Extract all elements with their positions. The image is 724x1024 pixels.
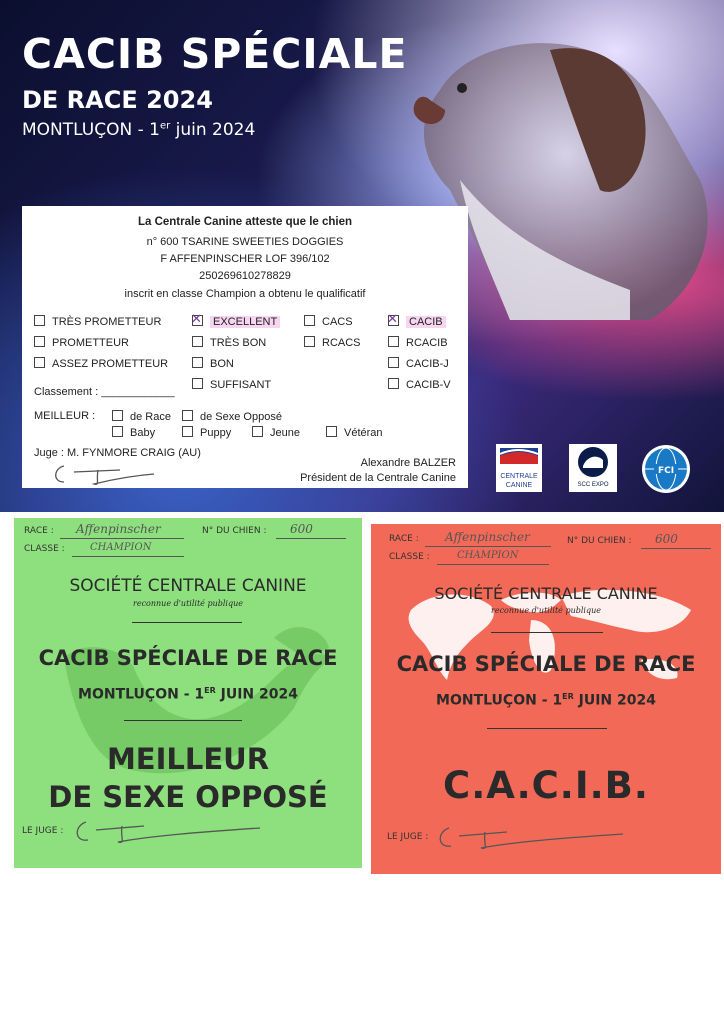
divider — [487, 728, 607, 729]
president-name: Alexandre BALZER — [360, 457, 456, 469]
svg-text:FCI: FCI — [657, 466, 675, 476]
certificate-header: La Centrale Canine atteste que le chien — [137, 216, 353, 228]
classe-underline — [72, 556, 184, 557]
award-line2: DE SEXE OPPOSÉ — [48, 780, 328, 814]
chip-number: 250269610278829 — [199, 270, 291, 282]
judge-label: LE JUGE : — [387, 832, 429, 842]
checkbox-de-sexe-oppose[interactable]: de Sexe Opposé — [182, 410, 282, 423]
checkbox[interactable] — [34, 315, 45, 326]
checkbox[interactable] — [304, 336, 315, 347]
fci-globe-icon — [641, 444, 691, 494]
judge-label: LE JUGE : — [22, 826, 64, 836]
checkbox-tres-prometteur[interactable]: TRÈS PROMETTEUR — [34, 315, 161, 328]
qualification-intro: inscrit en classe Champion a obtenu le qualificatif — [124, 288, 366, 300]
checkbox[interactable] — [192, 378, 203, 389]
best-opposite-sex-ticket — [14, 518, 362, 868]
qualification-certificate — [22, 206, 468, 488]
checkbox[interactable] — [304, 315, 315, 326]
race-label: RACE : — [24, 526, 54, 536]
society-subtitle: reconnue d'utilité publique — [491, 606, 601, 615]
checkbox-assez-prometteur[interactable]: ASSEZ PROMETTEUR — [34, 357, 168, 370]
checkbox-rcacs[interactable]: RCACS — [304, 336, 361, 349]
checkbox[interactable] — [192, 357, 203, 368]
checkbox-puppy[interactable]: Puppy — [182, 426, 231, 439]
race-label: RACE : — [389, 534, 419, 544]
checkbox-veteran[interactable]: Vétéran — [326, 426, 383, 439]
award-cacib: C.A.C.I.B. — [443, 764, 649, 807]
checkbox[interactable] — [112, 410, 123, 421]
classe-label: CLASSE : — [24, 544, 65, 554]
checkbox-cacib-j[interactable]: CACIB-J — [388, 357, 449, 370]
checkbox-rcacib[interactable]: RCACIB — [388, 336, 448, 349]
checkbox-prometteur[interactable]: PROMETTEUR — [34, 336, 129, 349]
scc-expo-emblem-icon — [569, 444, 617, 478]
judge-signature — [50, 458, 160, 488]
race-value[interactable]: Affenpinscher — [445, 530, 530, 544]
judge-name: Juge : M. FYNMORE CRAIG (AU) — [34, 447, 201, 459]
dog-number-label: N° DU CHIEN : — [567, 536, 632, 546]
checkbox-jeune[interactable]: Jeune — [252, 426, 300, 439]
classe-label: CLASSE : — [389, 552, 430, 562]
checkbox[interactable] — [112, 426, 123, 437]
judge-signature — [433, 820, 633, 854]
checkbox[interactable] — [34, 357, 45, 368]
divider — [124, 720, 242, 721]
dog-number-underline — [276, 538, 346, 539]
checkbox-cacib-v[interactable]: CACIB-V — [388, 378, 451, 391]
checkbox[interactable] — [326, 426, 337, 437]
race-value[interactable]: Affenpinscher — [76, 522, 161, 536]
breed-lof: F AFFENPINSCHER LOF 396/102 — [160, 253, 330, 265]
dog-number-label: N° DU CHIEN : — [202, 526, 267, 536]
cacib-ticket — [371, 524, 721, 874]
dog-number-value[interactable]: 600 — [655, 532, 678, 546]
banner-title: CACIB SPÉCIALE — [22, 30, 408, 78]
checkbox-excellent[interactable]: ✕EXCELLENT — [192, 315, 280, 328]
society-name: SOCIÉTÉ CENTRALE CANINE — [69, 576, 307, 596]
classe-value[interactable]: CHAMPION — [90, 542, 152, 553]
checkbox-baby[interactable]: Baby — [112, 426, 155, 439]
checkbox[interactable] — [252, 426, 263, 437]
checkbox[interactable] — [182, 410, 193, 421]
centrale-canine-logo: CENTRALE CANINE — [496, 444, 542, 492]
checkbox-checked[interactable] — [192, 315, 203, 326]
classe-underline — [437, 564, 549, 565]
race-underline — [60, 538, 184, 539]
president-title: Président de la Centrale Canine — [300, 472, 456, 484]
scc-expo-logo: SCC EXPO — [569, 444, 617, 492]
checkbox-suffisant[interactable]: SUFFISANT — [192, 378, 271, 391]
divider — [491, 632, 603, 633]
checkbox[interactable] — [388, 357, 399, 368]
checkbox-bon[interactable]: BON — [192, 357, 234, 370]
classement-field[interactable]: Classement : ____________ — [34, 386, 175, 398]
fci-logo — [641, 444, 691, 494]
banner-subtitle: DE RACE 2024 — [22, 86, 213, 114]
checkbox[interactable] — [182, 426, 193, 437]
dog-number-value[interactable]: 600 — [290, 522, 313, 536]
dog-number-underline — [641, 548, 711, 549]
classe-value[interactable]: CHAMPION — [457, 550, 519, 561]
banner-place-date: MONTLUÇON - 1er juin 2024 — [22, 120, 256, 140]
checkbox[interactable] — [192, 336, 203, 347]
flag-icon — [496, 444, 542, 468]
event-title: CACIB SPÉCIALE DE RACE — [396, 652, 696, 676]
judge-signature — [70, 814, 270, 848]
checkbox[interactable] — [388, 336, 399, 347]
checkbox-cacib[interactable]: ✕CACIB — [388, 315, 446, 328]
checkbox-de-race[interactable]: de Race — [112, 410, 171, 423]
award-line1: MEILLEUR — [106, 742, 270, 776]
checkbox-checked[interactable] — [388, 315, 399, 326]
event-place-date: MONTLUÇON - 1ER JUIN 2024 — [78, 686, 298, 703]
society-name: SOCIÉTÉ CENTRALE CANINE — [434, 584, 658, 603]
society-subtitle: reconnue d'utilité publique — [133, 599, 243, 608]
checkbox[interactable] — [34, 336, 45, 347]
checkbox[interactable] — [388, 378, 399, 389]
event-title: CACIB SPÉCIALE DE RACE — [38, 646, 338, 670]
event-place-date: MONTLUÇON - 1ER JUIN 2024 — [436, 692, 656, 709]
meilleur-label: MEILLEUR : — [34, 410, 96, 422]
race-underline — [425, 546, 551, 547]
divider — [132, 622, 242, 623]
checkbox-tres-bon[interactable]: TRÈS BON — [192, 336, 266, 349]
checkbox-cacs[interactable]: CACS — [304, 315, 353, 328]
dog-number: n° 600 TSARINE SWEETIES DOGGIES — [146, 236, 344, 248]
